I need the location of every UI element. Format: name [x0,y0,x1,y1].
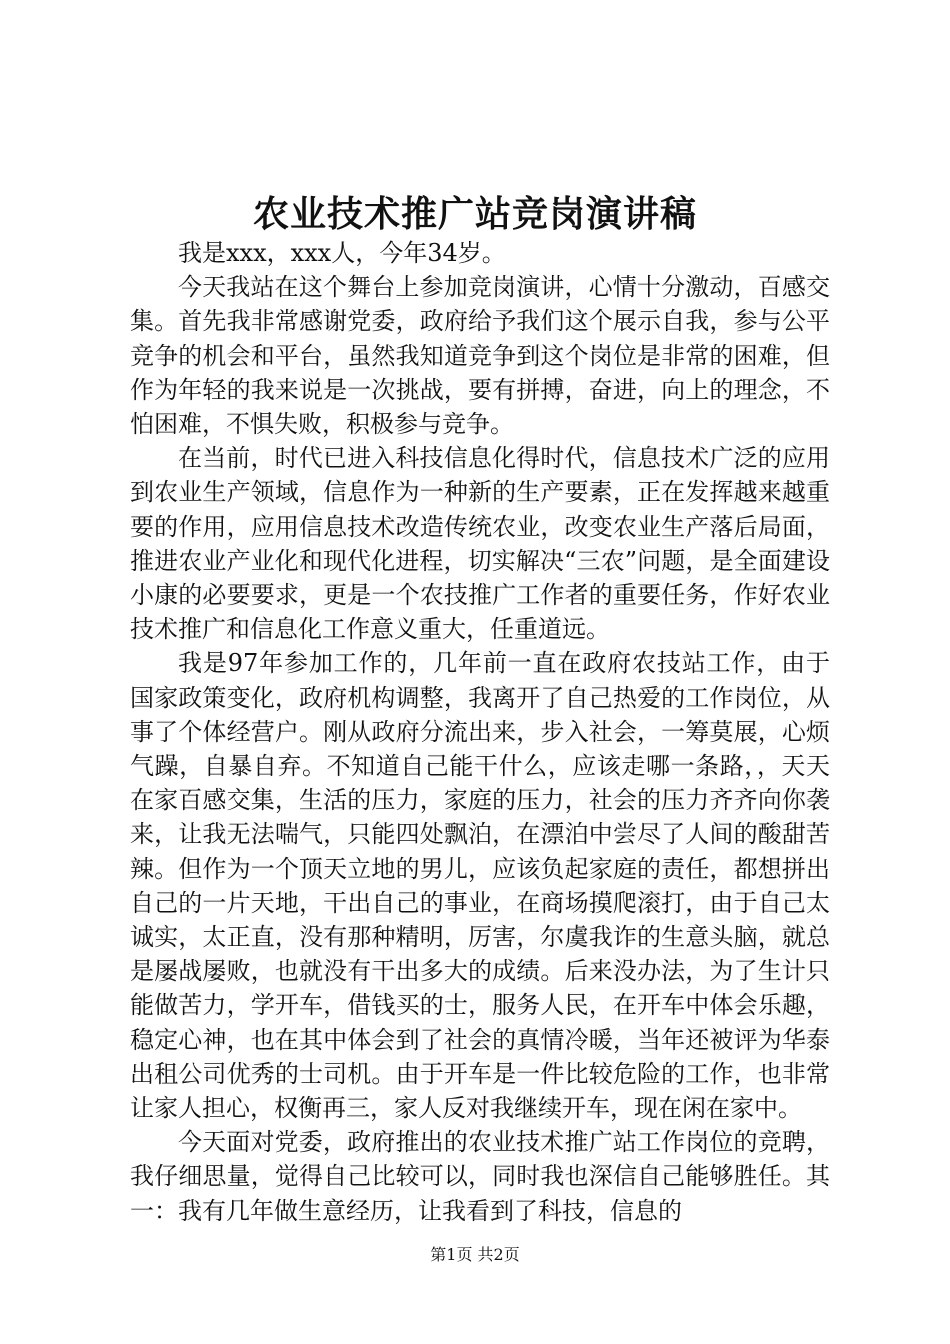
paragraph-intro: 我是xxx，xxx人，今年34岁。 [178,239,506,267]
paragraph-background: 在当前，时代已进入科技信息化得时代，信息技术广泛的应用到农业生产领域，信息作为一种新的生产要素，正在发挥越来越重要的作用，应用信息技术改造传统农业，改变农业生产落后局面，推进农业产业化和现代化进程，切实解决“三农”问题，是全面建设小康的必要要求，更是一个农技推广工作者的重要任务，作好农业技术推广和信息化工作意义重大，任重道远。 [130,444,830,644]
paragraph-experience: 我是97年参加工作的，几年前一直在政府农技站工作，由于国家政策变化，政府机构调整，我离开了自己热爱的工作岗位，从事了个体经营户。刚从政府分流出来，步入社会，一筹莫展，心烦气躁，自暴自弃。不知道自己能干什么，应该走哪一条路，，天天在家百感交集，生活的压力，家庭的压力，社会的压力齐齐向你袭来，让我无法喘气，只能四处飘泊，在漂泊中尝尽了人间的酸甜苦辣。但作为一个顶天立地的男儿，应该负起家庭的责任，都想拼出自己的一片天地，干出自己的事业，在商场摸爬滚打，由于自己太诚实，太正直，没有那种精明，厉害，尔虞我诈的生意头脑，就总是屡战屡败，也就没有干出多大的成绩。后来没办法，为了生计只能做苦力，学开车，借钱买的士，服务人民，在开车中体会乐趣，稳定心神，也在其中体会到了社会的真情冷暖，当年还被评为华泰出租公司优秀的士司机。由于开车是一件比较危险的工作，也非常让家人担心，权衡再三，家人反对我继续开车，现在闲在家中。 [130,649,830,1123]
paragraph-gratitude: 今天我站在这个舞台上参加竞岗演讲，心情十分激动，百感交集。首先我非常感谢党委，政府给予我们这个展示自我，参与公平竞争的机会和平台，虽然我知道竞争到这个岗位是非常的困难，但作为年轻的我来说是一次挑战，要有拼搏，奋进，向上的理念，不怕困难，不惧失败，积极参与竞争。 [130,273,830,439]
document-body [130,236,830,1228]
document-title: 农业技术推广站竞岗演讲稿 [252,193,697,235]
page-number-footer: 第1页 共2页 [430,1245,520,1264]
paragraph-motivation: 今天面对党委，政府推出的农业技术推广站工作岗位的竞聘，我仔细思量，觉得自己比较可以，同时我也深信自己能够胜任。其一：我有几年做生意经历，让我看到了科技，信息的 [130,1128,830,1225]
